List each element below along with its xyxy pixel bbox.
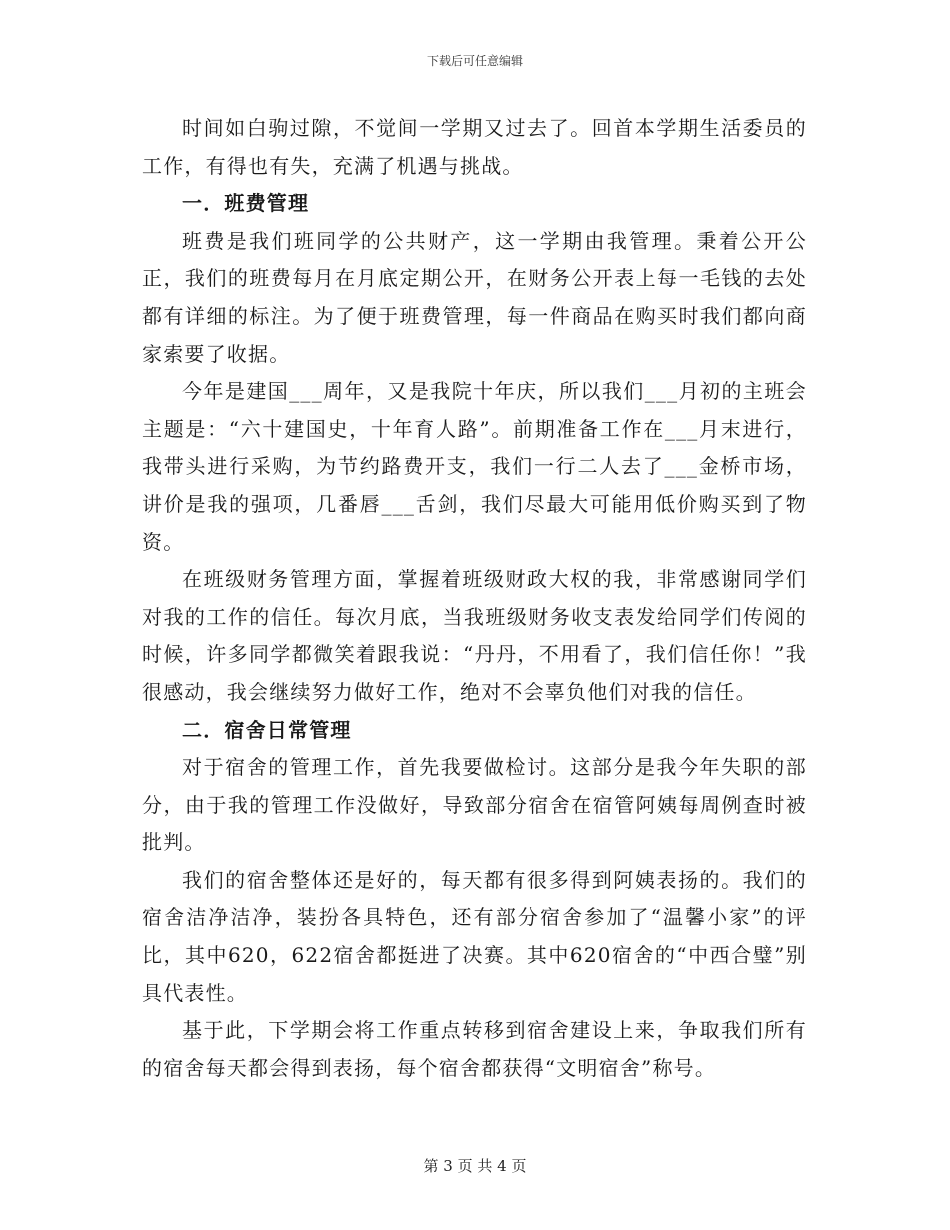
paragraph: 今年是建国___周年，又是我院十年庆，所以我们___月初的主班会主题是：“六十建国史，十年育人路”。前期准备工作在___月末进行，我带头进行采购，为节约路费开支，我们一行二人去了___金桥市场，讲价是我的强项，几番唇___舌剑，我们尽最大可能用低价购买到了物资。 (142, 379, 807, 554)
paragraph: 在班级财务管理方面，掌握着班级财政大权的我，非常感谢同学们对我的工作的信任。每次月底，当我班级财务收支表发给同学们传阅的时候，许多同学都微笑着跟我说：“丹丹，不用看了，我们信任你！”我很感动，我会继续努力做好工作，绝对不会辜负他们对我的信任。 (142, 567, 807, 704)
paragraph: 我们的宿舍整体还是好的，每天都有很多得到阿姨表扬的。我们的宿舍洁净洁净，装扮各具特色，还有部分宿舍参加了“温馨小家”的评比，其中620，622宿舍都挺进了决赛。其中620宿舍的“中西合璧”别具代表性。 (142, 867, 807, 1005)
document-body (142, 110, 807, 1087)
page-number: 第 3 页 共 4 页 (423, 1157, 527, 1175)
section-heading-dorm: 二．宿舍日常管理 (182, 717, 352, 742)
paragraph: 基于此，下学期会将工作重点转移到宿舍建设上来，争取我们所有的宿舍每天都会得到表扬，每个宿舍都获得“文明宿舍”称号。 (142, 1018, 807, 1080)
paragraph: 班费是我们班同学的公共财产，这一学期由我管理。秉着公开公正，我们的班费每月在月底定期公开，在财务公开表上每一毛钱的去处都有详细的标注。为了便于班费管理，每一件商品在购买时我们都向商家索要了收据。 (142, 228, 807, 366)
section-heading-fee: 一．班费管理 (182, 191, 310, 216)
intro-paragraph: 时间如白驹过隙，不觉间一学期又过去了。回首本学期生活委员的工作，有得也有失，充满了机遇与挑战。 (142, 116, 807, 178)
header-note: 下载后可任意编辑 (426, 54, 523, 68)
paragraph: 对于宿舍的管理工作，首先我要做检讨。这部分是我今年失职的部分，由于我的管理工作没做好，导致部分宿舍在宿管阿姨每周例查时被批判。 (142, 755, 807, 855)
